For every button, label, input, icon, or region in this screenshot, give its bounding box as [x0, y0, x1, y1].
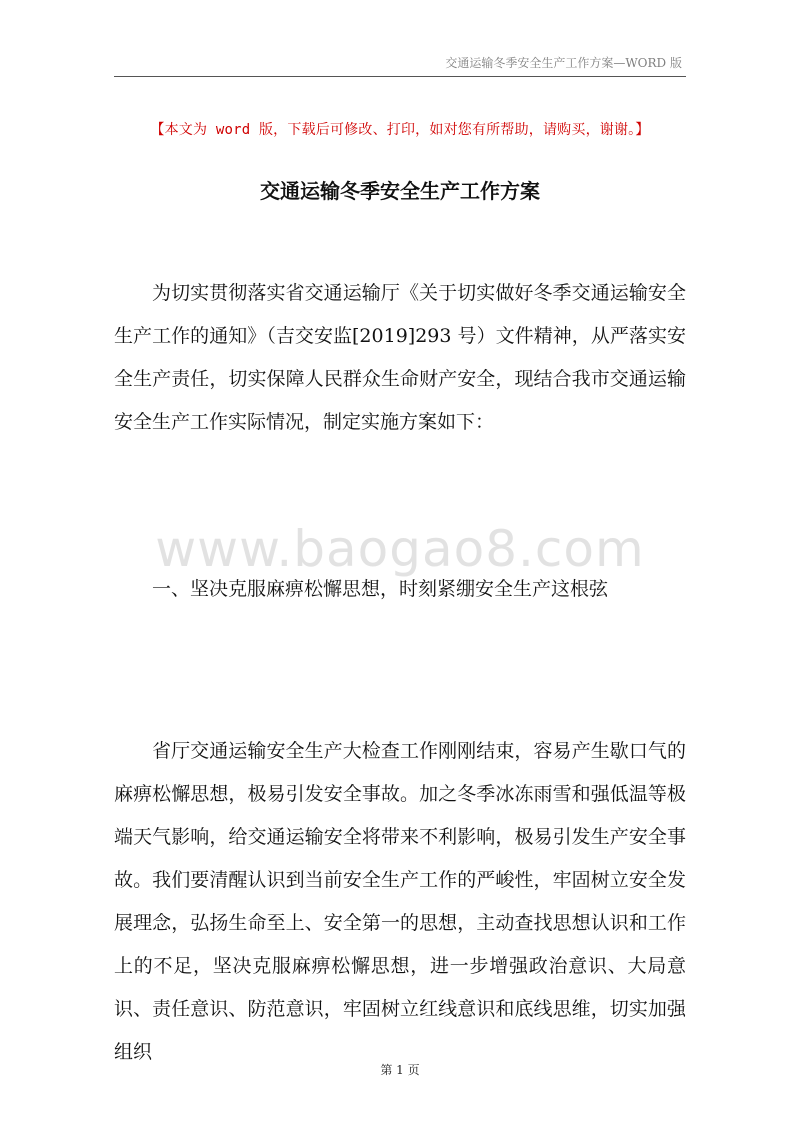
purchase-notice: 【本文为 word 版，下载后可修改、打印，如对您有所帮助，请购买，谢谢。】 — [150, 122, 650, 138]
header-divider — [114, 76, 686, 77]
section-1-paragraph: 省厅交通运输安全生产大检查工作刚刚结束，容易产生歇口气的麻痹松懈思想，极易引发安全事故。加之冬季冰冻雨雪和强低温等极端天气影响，给交通运输安全将带来不利影响，极易引发生产安全事故。我们要清醒认识到当前安全生产工作的严峻性，牢固树立安全发展理念，弘扬生命至上、安全第一的思想，主动查找思想认识和工作上的不足，坚决克服麻痹松懈思想，进一步增强政治意识、大局意识、责任意识、防范意识，牢固树立红线意识和底线思维，切实加强组织 — [114, 740, 686, 1063]
document-title: 交通运输冬季安全生产工作方案 — [260, 179, 540, 203]
watermark: www.baogao8.com — [155, 520, 645, 578]
section-1-heading: 一、坚决克服麻痹松懈思想，时刻紧绷安全生产这根弦 — [152, 578, 609, 600]
page-number: 第 1 页 — [380, 1063, 420, 1077]
running-header-title: 交通运输冬季安全生产工作方案—WORD 版 — [445, 56, 682, 70]
intro-paragraph: 为切实贯彻落实省交通运输厅《关于切实做好冬季交通运输安全生产工作的通知》（吉交安监[2019]293 号）文件精神，从严落实安全生产责任，切实保障人民群众生命财产安全，现结合我市交通运输安全生产工作实际情况，制定实施方案如下： — [114, 282, 686, 433]
